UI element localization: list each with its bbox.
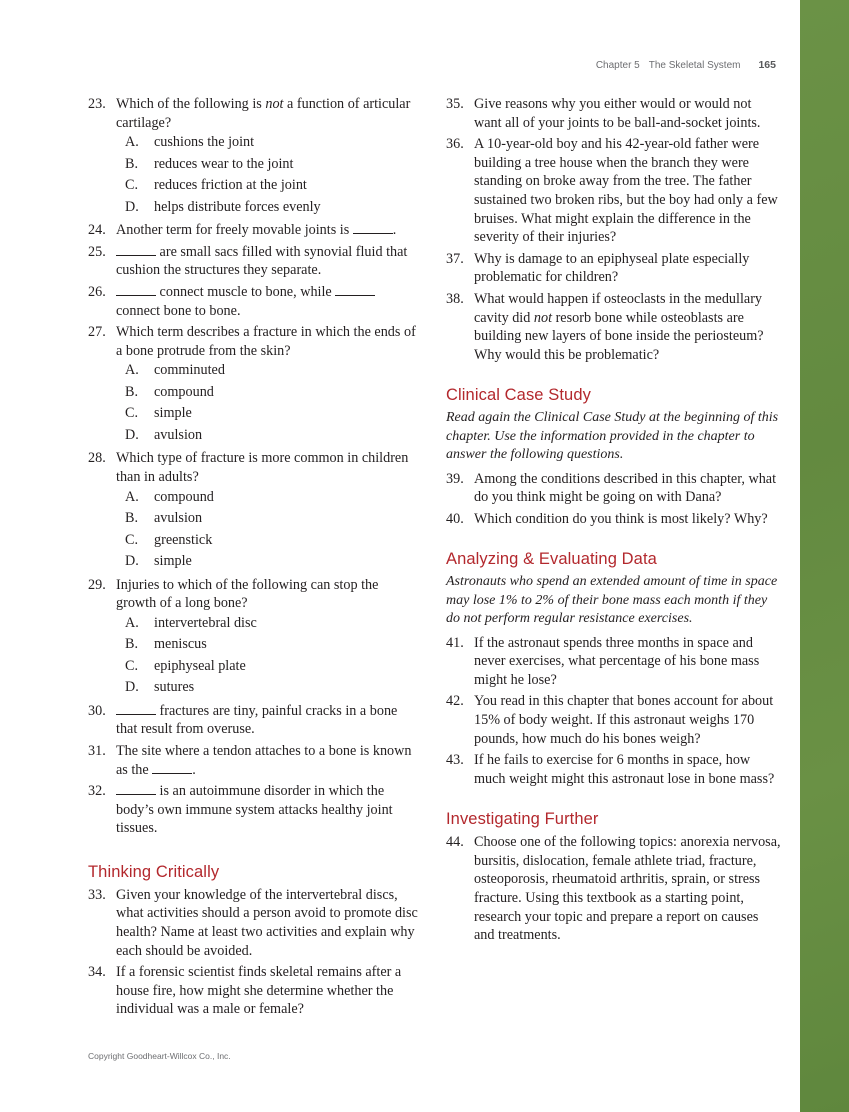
question-40: 40. Which condition do you think is most likely? Why? xyxy=(446,510,768,527)
answer-option: C. reduces friction at the joint xyxy=(125,177,307,194)
answer-option: C. simple xyxy=(125,405,192,422)
question-36: 36. A 10-year-old boy and his 42-year-old father were building a tree house when the branch they were standing on broke away from the tree. The father sustained two broken ribs, but the boy had only a few bruises. What might explain the difference in the severity of their injuries? xyxy=(446,136,778,246)
answer-option: D. helps distribute forces evenly xyxy=(125,198,321,215)
answer-option: A. comminuted xyxy=(125,362,225,379)
section-heading-investigating-further: Investigating Further xyxy=(446,810,599,829)
answer-option: B. reduces wear to the joint xyxy=(125,155,294,172)
answer-option: A. intervertebral disc xyxy=(125,614,257,631)
question-41: 41. If the astronaut spends three months in space and never exercises, what percentage of his bone mass might he lose? xyxy=(446,634,760,688)
question-43: 43. If he fails to exercise for 6 months in space, how much weight might this astronaut lose in bone mass? xyxy=(446,752,775,787)
question-35: 35. Give reasons why you either would or would not want all of your joints to be ball-and-socket joints. xyxy=(446,96,761,131)
fill-in-blank xyxy=(116,782,156,795)
question-42: 42. You read in this chapter that bones account for about 15% of body weight. If this astronaut weighs 170 pounds, how much do his bones weigh? xyxy=(446,693,774,747)
fill-in-blank xyxy=(116,243,156,256)
answer-option: B. avulsion xyxy=(125,510,203,527)
question-38: 38. What would happen if osteoclasts in the medullary cavity did not resorb bone while osteoblasts are building new layers of bone inside the periosteum? Why would this be problematic? xyxy=(446,290,764,363)
question-23: 23. Which of the following is not a function of articular cartilage? A. cushions the joint B. reduces wear to the joint C. reduces friction at the joint D. helps distribute forces evenly xyxy=(88,95,420,218)
section-heading-clinical-case-study: Clinical Case Study xyxy=(446,386,591,405)
question-31: 31. The site where a tendon attaches to a bone is known as the . xyxy=(88,742,412,778)
answer-option: D. sutures xyxy=(125,679,195,696)
section-heading-analyzing-data: Analyzing & Evaluating Data xyxy=(446,550,657,569)
question-37: 37. Why is damage to an epiphyseal plate especially problematic for children? xyxy=(446,250,750,286)
question-26: 26. connect muscle to bone, while connect bone to bone. xyxy=(88,283,420,320)
fill-in-blank xyxy=(152,761,192,774)
question-39: 39. Among the conditions described in this chapter, what do you think might be going on with Dana? xyxy=(446,470,777,506)
copyright-footer: Copyright Goodheart-Willcox Co., Inc. xyxy=(88,1051,231,1061)
question-24: 24. Another term for freely movable joints is . xyxy=(88,222,397,239)
answer-option: B. compound xyxy=(125,383,214,400)
answer-option: D. avulsion xyxy=(125,426,203,443)
section-heading-thinking-critically: Thinking Critically xyxy=(88,862,220,881)
fill-in-blank xyxy=(116,702,156,715)
question-28: 28. Which type of fracture is more common in children than in adults? A. compound B. avulsion C. greenstick D. simple xyxy=(88,449,420,572)
page-number: 165 xyxy=(758,59,776,71)
chapter-title: The Skeletal System xyxy=(648,60,741,71)
fill-in-blank xyxy=(335,283,375,296)
page-edge-green-bar xyxy=(800,0,849,1112)
fill-in-blank xyxy=(116,283,156,296)
question-25: 25. are small sacs filled with synovial fluid that cushion the structures they separate. xyxy=(88,243,408,279)
question-33: 33. Given your knowledge of the intervertebral discs, what activities should a person avoid to promote disc health? Name at least two activities and explain why each should be avoided. xyxy=(88,886,418,959)
right-column xyxy=(446,95,781,948)
answer-option: A. compound xyxy=(125,488,214,505)
fill-in-blank xyxy=(353,221,393,234)
chapter-label: Chapter 5 xyxy=(595,60,640,71)
section-intro-clinical-case-study: Read again the Clinical Case Study at the beginning of this chapter. Use the information provided in the chapter to answer the following questions. xyxy=(446,410,779,463)
answer-option: C. epiphyseal plate xyxy=(125,657,246,674)
running-head xyxy=(520,59,776,71)
answer-option: C. greenstick xyxy=(125,531,213,548)
question-32: 32. is an autoimmune disorder in which the body’s own immune system attacks healthy joint tissues. xyxy=(88,783,393,837)
answer-option: B. meniscus xyxy=(125,636,207,653)
question-44: 44. Choose one of the following topics: anorexia nervosa, bursitis, dislocation, female athlete triad, fracture, osteoporosis, rheumatoid arthritis, sprain, or stress fracture. Using this textbook as a starting point, research your topic and prepare a report on causes and treatments. xyxy=(446,834,781,944)
question-27: 27. Which term describes a fracture in which the ends of a bone protrude from the skin? A. comminuted B. compound C. simple D. avulsion xyxy=(88,323,420,446)
question-34: 34. If a forensic scientist finds skeletal remains after a house fire, how might she determine whether the individual was a male or female? xyxy=(88,964,402,1018)
left-column xyxy=(88,95,420,1022)
question-30: 30. fractures are tiny, painful cracks in a bone that result from overuse. xyxy=(88,702,398,738)
answer-option: D. simple xyxy=(125,553,192,570)
question-29: 29. Injuries to which of the following can stop the growth of a long bone? A. intervertebral disc B. meniscus C. epiphyseal plate D. sutures xyxy=(88,576,420,699)
section-intro-analyzing-data: Astronauts who spend an extended amount of time in space may lose 1% to 2% of their bone mass each month if they do not perform regular resistance exercises. xyxy=(446,574,778,627)
answer-option: A. cushions the joint xyxy=(125,134,255,151)
